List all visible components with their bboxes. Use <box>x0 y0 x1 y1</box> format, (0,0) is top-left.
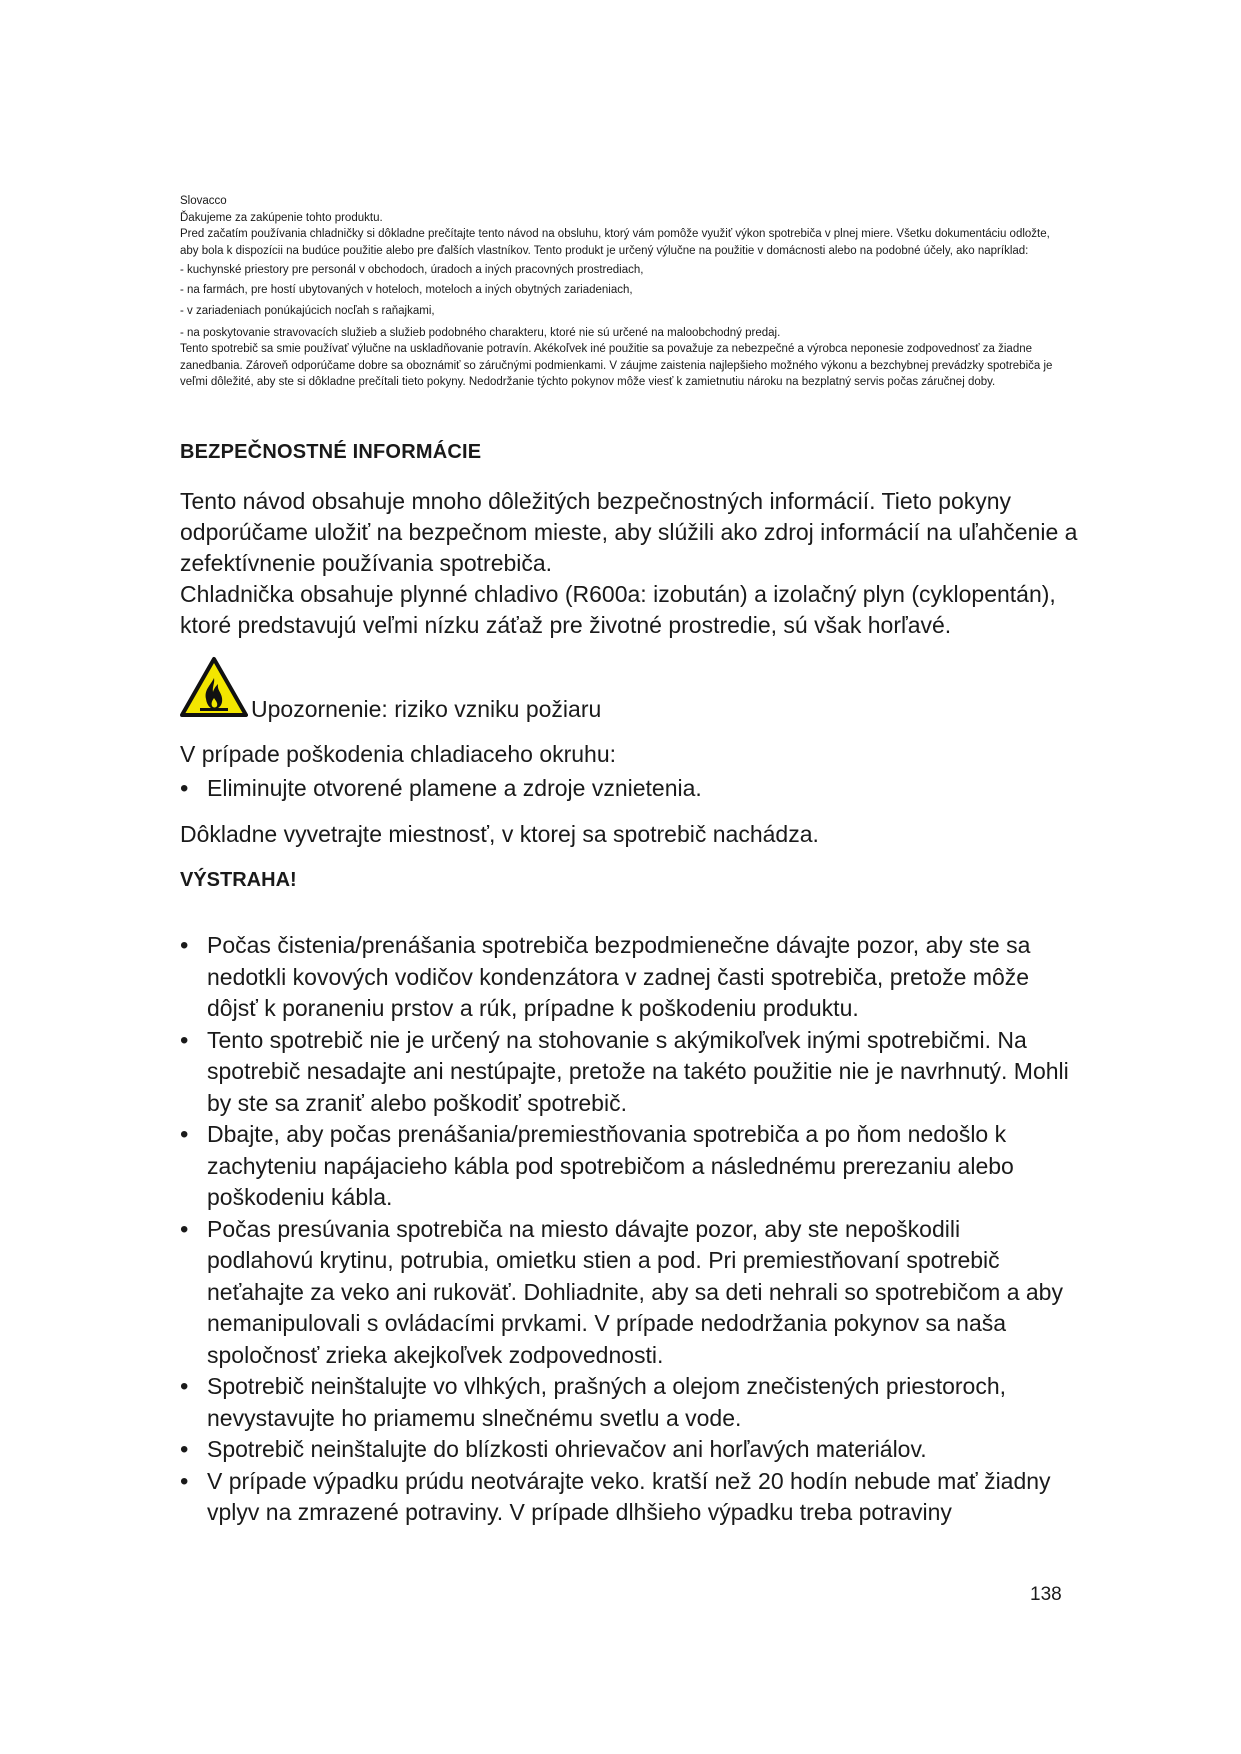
list-item: • Dbajte, aby počas prenášania/premiestňovania spotrebiča a po ňom nedošlo k zachyteniu napájacieho kábla pod spotrebičom a následnému prerezaniu alebo poškodeniu kábla. <box>180 1119 1070 1214</box>
safety-para-2: Chladnička obsahuje plynné chladivo (R600a: izobután) a izolačný plyn (cyklopentán), ktoré predstavujú veľmi nízku záťaž pre životné prostredie, sú však horľavé. <box>180 581 1056 638</box>
use-item: - na poskytovanie stravovacích služieb a služieb podobného charakteru, ktoré nie sú určené na maloobchodný predaj. <box>180 326 781 339</box>
warning-bullet-list <box>180 930 1070 1529</box>
usage-note: Tento spotrebič sa smie používať výlučne na uskladňovanie potravín. Akékoľvek iné použitie sa považuje za nebezpečné a výrobca neponesie zodpovednosť za žiadne zanedbania. Zároveň odporúčame dobre sa oboznámiť so záručnými podmienkami. V záujme zaistenia najlepšieho možného výkonu a bezchybnej prevádzky spotrebiča je veľmi dôležité, aby ste si dôkladne prečítali tieto pokyny. Nedodržanie týchto pokynov môže viesť k zamietnutiu nároku na bezplatný servis počas záručnej doby. <box>180 343 1053 388</box>
intro-block <box>180 193 1070 391</box>
safety-paragraphs <box>180 486 1080 641</box>
circuit-bullet-list <box>180 773 1080 804</box>
ventilate-text: Dôkladne vyvetrajte miestnosť, v ktorej sa spotrebič nachádza. <box>180 821 819 847</box>
fire-warning-text: Upozornenie: riziko vzniku požiaru <box>251 696 602 722</box>
safety-para-1: Tento návod obsahuje mnoho dôležitých bezpečnostných informácií. Tieto pokyny odporúčame uložiť na bezpečnom mieste, aby slúžili ako zdroj informácií na uľahčenie a zefektívnenie používania spotrebiča. <box>180 488 1078 576</box>
list-item: • Tento spotrebič nie je určený na stohovanie s akýmikoľvek inými spotrebičmi. Na spotrebič nesadajte ani nestúpajte, pretože na takéto použitie nie je navrhnutý. Mohli by ste sa zraniť alebo poškodiť spotrebič. <box>180 1025 1070 1120</box>
use-item: - kuchynské priestory pre personál v obchodoch, úradoch a iných pracovných prostrediach, <box>180 264 644 276</box>
list-item: • V prípade výpadku prúdu neotvárajte veko. kratší než 20 hodín nebude mať žiadny vplyv na zmrazené potraviny. V prípade dlhšieho výpadku treba potraviny <box>180 1466 1070 1529</box>
list-item: • Eliminujte otvorené plamene a zdroje vznietenia. <box>180 773 1080 804</box>
warning-heading: VÝSTRAHA! <box>180 869 297 891</box>
thanks-text: Ďakujeme za zakúpenie tohto produktu. <box>180 211 383 224</box>
flammable-warning-icon <box>180 656 248 718</box>
safety-heading: BEZPEČNOSTNÉ INFORMÁCIE <box>180 441 482 463</box>
list-item: • Spotrebič neinštalujte vo vlhkých, prašných a olejom znečistených priestoroch, nevystavujte ho priamemu slnečnému svetlu a vode. <box>180 1371 1070 1434</box>
use-item: - na farmách, pre hostí ubytovaných v hoteloch, moteloch a iných obytných zariadeniach, <box>180 283 633 296</box>
page-number: 138 <box>1030 1584 1062 1605</box>
circuit-heading: V prípade poškodenia chladiaceho okruhu: <box>180 741 617 767</box>
fire-warning-row <box>180 656 880 728</box>
instructions-text: Pred začatím používania chladničky si dôkladne prečítajte tento návod na obsluhu, ktorý vám pomôže využiť výkon spotrebiča v plnej miere. Všetku dokumentáciu odložte, aby bola k dispozícii na budúce použitie alebo pre ďalších vlastníkov. Tento produkt je určený výlučne na použitie v domácnosti alebo na podobné účely, ako napríklad: <box>180 228 1050 257</box>
list-item: • Spotrebič neinštalujte do blízkosti ohrievačov ani horľavých materiálov. <box>180 1434 1070 1466</box>
list-item: • Počas presúvania spotrebiča na miesto dávajte pozor, aby ste nepoškodili podlahovú krytinu, potrubia, omietku stien a pod. Pri premiestňovaní spotrebič neťahajte za veko ani rukoväť. Dohliadnite, aby sa deti nehrali so spotrebičom a aby nemanipulovali s ovládacími prvkami. V prípade nedodržania pokynov sa naša spoločnosť zrieka akejkoľvek zodpovednosti. <box>180 1214 1070 1372</box>
list-item: • Počas čistenia/prenášania spotrebiča bezpodmienečne dávajte pozor, aby ste sa nedotkli kovových vodičov kondenzátora v zadnej časti spotrebiča, pretože môže dôjsť k poraneniu prstov a rúk, prípadne k poškodeniu produktu. <box>180 930 1070 1025</box>
use-item: - v zariadeniach ponúkajúcich nocľah s raňajkami, <box>180 305 435 317</box>
brand-name: Slovacco <box>180 195 227 207</box>
